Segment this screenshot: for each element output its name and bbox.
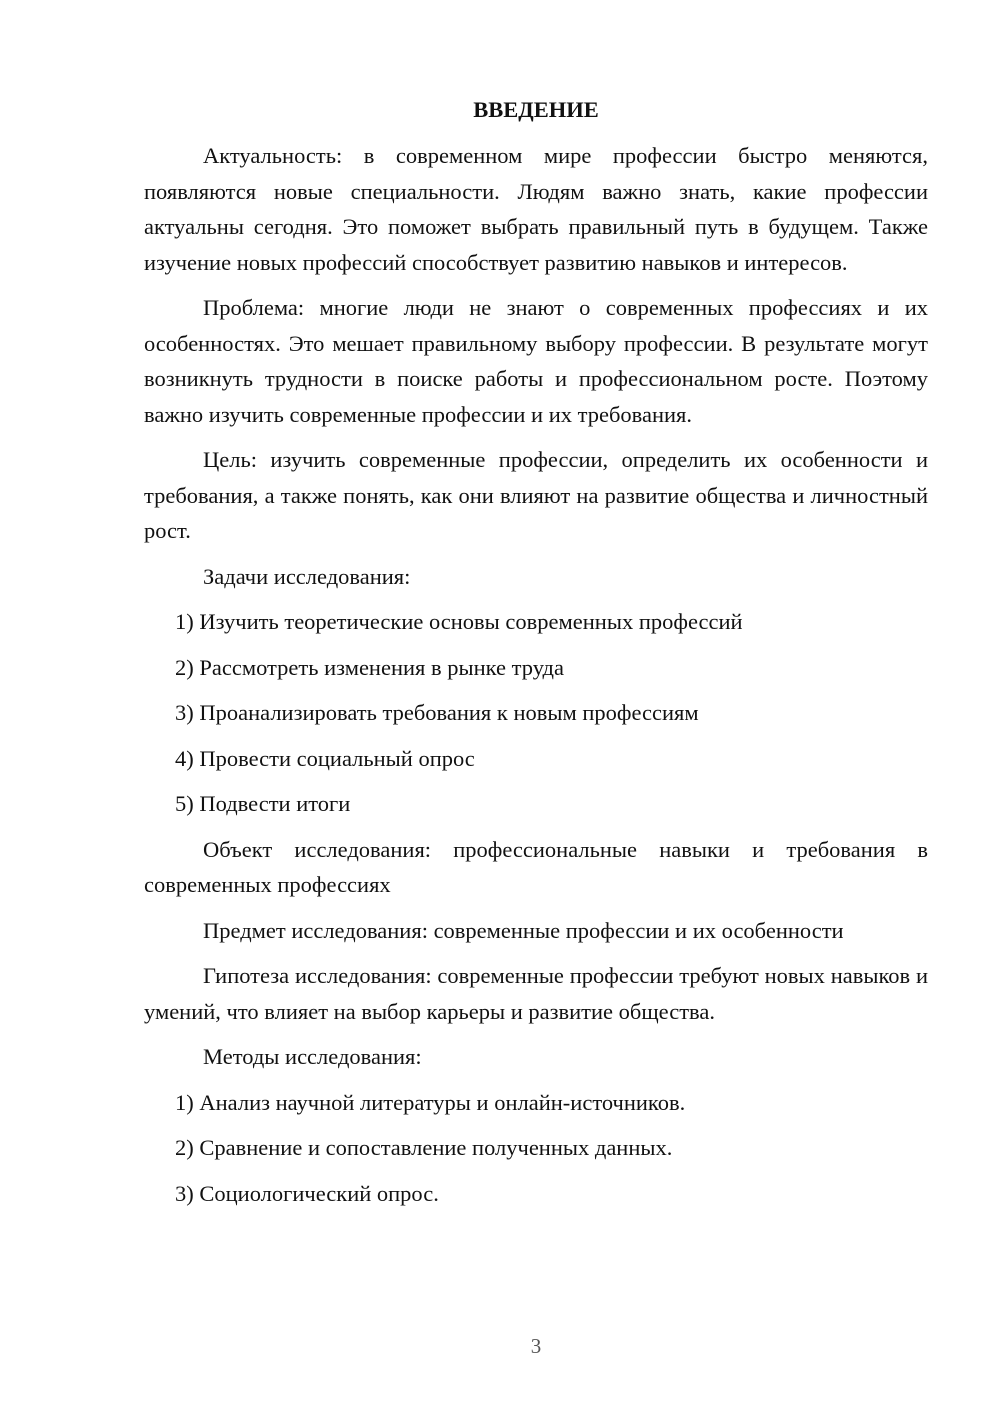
list-item: 4) Провести социальный опрос	[175, 745, 475, 771]
hypothesis-paragraph: Гипотеза исследования: современные профессии требуют новых навыков и умений, что влияет на выбор карьеры и развитие общества.	[144, 963, 928, 1024]
list-item: 1) Изучить теоретические основы современных профессий	[175, 609, 743, 634]
list-item: 3) Проанализировать требования к новым профессиям	[175, 700, 699, 725]
problem-paragraph: Проблема: многие люди не знают о современных профессиях и их особенностях. Это мешает правильному выбору профессии. В результате могут возникнуть трудности в поиске работы и профессиональном росте. Поэтому важно изучить современные профессии и их требования.	[144, 295, 928, 427]
list-item: 5) Подвести итоги	[175, 791, 351, 816]
document-body	[144, 92, 928, 1221]
page-number: 3	[530, 1334, 542, 1358]
list-item: 2) Сравнение и сопоставление полученных данных.	[175, 1135, 673, 1160]
section-title: ВВЕДЕНИЕ	[473, 97, 599, 122]
methods-list	[144, 1085, 928, 1212]
tasks-heading: Задачи исследования:	[203, 563, 411, 589]
list-item: 1) Анализ научной литературы и онлайн-источников.	[175, 1089, 686, 1115]
list-item: 2) Рассмотреть изменения в рынке труда	[175, 654, 564, 680]
tasks-list	[144, 604, 928, 822]
object-paragraph: Объект исследования: профессиональные навыки и требования в современных профессиях	[144, 836, 928, 897]
relevance-paragraph: Актуальность: в современном мире профессии быстро меняются, появляются новые специальности. Людям важно знать, какие профессии актуальны сегодня. Это поможет выбрать правильный путь в будущем. Также изучение новых профессий способствует развитию навыков и интересов.	[144, 143, 928, 275]
list-item: 3) Социологический опрос.	[175, 1180, 439, 1206]
goal-paragraph: Цель: изучить современные профессии, определить их особенности и требования, а также понять, как они влияют на развитие общества и личностный рост.	[144, 447, 928, 543]
subject-paragraph: Предмет исследования: современные профессии и их особенности	[203, 917, 844, 943]
methods-heading: Методы исследования:	[203, 1044, 422, 1069]
